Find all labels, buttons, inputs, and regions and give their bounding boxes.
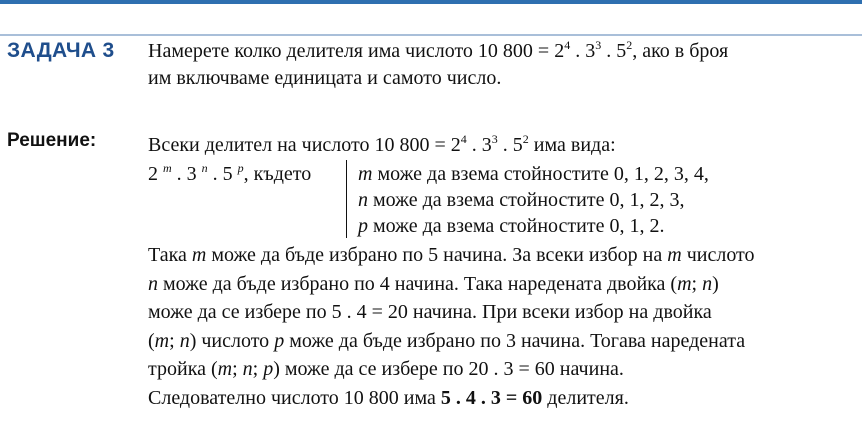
solution-label: Решение: (7, 130, 97, 151)
task-text: . 5 (601, 40, 627, 62)
condition-m (358, 162, 709, 186)
form-text: . 5 (207, 163, 238, 185)
text: ; (691, 272, 703, 295)
var-m: m (358, 163, 373, 185)
exponent: 2 (522, 132, 529, 146)
exponent: 3 (491, 132, 498, 146)
solution-line-4 (148, 327, 838, 356)
header-divider (0, 34, 862, 36)
var-n: n (179, 329, 190, 352)
solution-line-3 (148, 298, 838, 327)
condition-text: може да взема стойностите 0, 1, 2, 3, (368, 189, 685, 211)
top-accent-line (0, 0, 862, 4)
solution-line-2 (148, 270, 838, 299)
text: тройка ( (148, 358, 218, 380)
condition-text: може да взема стойностите 0, 1, 2, 3, 4, (372, 163, 709, 185)
var-p: p (263, 358, 274, 380)
solution-line-6 (148, 384, 838, 413)
intro-text: Всеки делител на числото 10 800 = 2 (148, 134, 461, 156)
solution-intro (148, 133, 616, 157)
var-m: m (667, 244, 682, 266)
text: ( (148, 329, 155, 352)
text: ) (712, 272, 719, 295)
solution-line-1 (148, 241, 838, 270)
intro-text: има вида: (528, 134, 616, 156)
intro-text: . 3 (466, 134, 492, 156)
text: може да бъде избрано по 3 начина. Тогава наредената (284, 329, 746, 352)
exponent-m: m (163, 161, 172, 175)
var-n: n (702, 272, 713, 295)
var-n: n (358, 189, 368, 211)
condition-divider (346, 160, 347, 238)
var-n: n (148, 272, 158, 295)
exponent: 4 (460, 132, 467, 146)
form-text: . 3 (171, 163, 202, 185)
text: ; (232, 358, 243, 380)
text: числото (681, 244, 755, 266)
var-m: m (677, 272, 692, 295)
var-m: m (217, 358, 233, 380)
task-text: , ако в броя (632, 40, 729, 62)
condition-text: може да взема стойностите 0, 1, 2. (368, 215, 665, 237)
solution-body (148, 241, 838, 412)
text: ) числото (189, 329, 275, 352)
exponent: 2 (626, 38, 633, 52)
var-p: p (358, 215, 368, 237)
text: Следователно числото 10 800 има (148, 386, 441, 409)
condition-p (358, 214, 664, 238)
form-text: , където (243, 163, 312, 185)
text: ; (169, 329, 180, 352)
condition-n (358, 188, 684, 212)
form-text: 2 (148, 163, 163, 185)
solution-line-5 (148, 355, 838, 384)
text: делителя. (542, 386, 629, 409)
task-text: . 3 (570, 40, 596, 62)
text: Така (148, 244, 192, 266)
final-answer: 5 . 4 . 3 = 60 (440, 386, 543, 409)
intro-text: . 5 (497, 134, 523, 156)
exponent: 4 (564, 38, 571, 52)
exponent: 3 (595, 38, 602, 52)
text: може да бъде избрано по 4 начина. Така наредената двойка ( (158, 272, 678, 295)
task-text-line2: им включваме единицата и самото число. (148, 67, 502, 89)
task-statement (148, 38, 848, 92)
task-label: ЗАДАЧА 3 (7, 39, 115, 62)
text: ) може да се избере по 20 . 3 = 60 начина. (273, 358, 624, 380)
var-m: m (191, 244, 207, 266)
var-n: n (242, 358, 253, 380)
exponent-n: n (201, 161, 208, 175)
text: ; (252, 358, 264, 380)
text: може да бъде избрано по 5 начина. За всеки избор на (206, 244, 668, 266)
task-text: Намерете колко делителя има числото 10 800 = 2 (148, 40, 565, 62)
text: може да се избере по 5 . 4 = 20 начина. При всеки избор на двойка (148, 301, 712, 323)
divisor-form (148, 162, 311, 186)
var-m: m (154, 329, 170, 352)
exponent-p: p (237, 161, 244, 175)
var-p: p (274, 329, 285, 352)
